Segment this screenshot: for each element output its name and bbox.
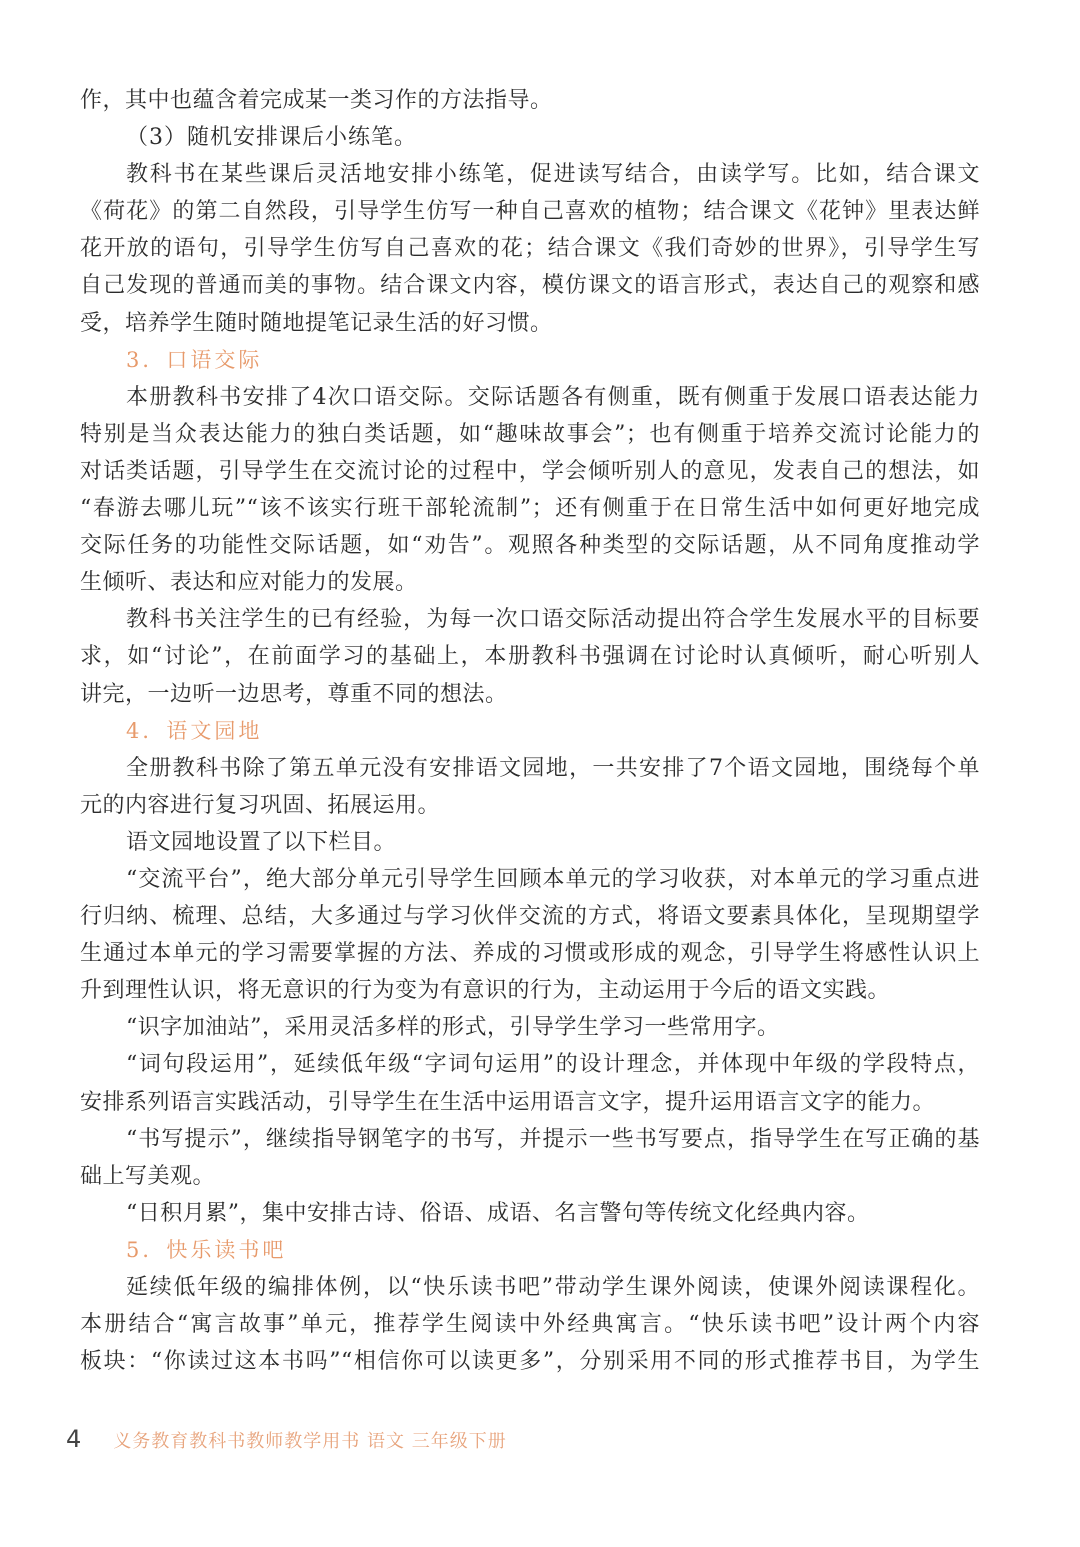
section-heading: 5．快乐读书吧 bbox=[126, 1237, 287, 1262]
text-line: 础上写美观。 bbox=[80, 1163, 216, 1189]
text-line: 生通过本单元的学习需要掌握的方法、养成的习惯或形成的观念，引导学生将感性认识上 bbox=[80, 941, 980, 967]
text-line: 对话类话题，引导学生在交流讨论的过程中，学会倾听别人的意见，发表自己的想法，如 bbox=[80, 458, 980, 484]
text-line: 讲完，一边听一边思考，尊重不同的想法。 bbox=[80, 681, 508, 707]
text-line: 全册教科书除了第五单元没有安排语文园地，一共安排了7个语文园地，围绕每个单 bbox=[126, 755, 980, 781]
text-line: 自己发现的普通而美的事物。结合课文内容，模仿课文的语言形式，表达自己的观察和感 bbox=[80, 273, 980, 299]
text-line: 求，如“讨论”，在前面学习的基础上，本册教科书强调在讨论时认真倾听，耐心听别人 bbox=[80, 644, 980, 670]
text-line: “识字加油站”，采用灵活多样的形式，引导学生学习一些常用字。 bbox=[126, 1015, 780, 1041]
text-line: 特别是当众表达能力的独白类话题，如“趣味故事会”；也有侧重于培养交流讨论能力的 bbox=[80, 421, 980, 447]
text-line: 元的内容进行复习巩固、拓展运用。 bbox=[80, 792, 441, 818]
page-footer bbox=[66, 1425, 507, 1453]
text-line: （3）随机安排课后小练笔。 bbox=[126, 125, 417, 151]
text-line: 生倾听、表达和应对能力的发展。 bbox=[80, 570, 418, 596]
text-line: 作，其中也蕴含着完成某一类习作的方法指导。 bbox=[80, 88, 553, 113]
section-heading: 3．口语交际 bbox=[126, 347, 263, 372]
text-line: 本册教科书安排了4次口语交际。交际话题各有侧重，既有侧重于发展口语表达能力 bbox=[126, 384, 980, 410]
text-line: 交际任务的功能性交际话题，如“劝告”。观照各种类型的交际话题，从不同角度推动学 bbox=[80, 533, 980, 559]
text-line: 行归纳、梳理、总结，大多通过与学习伙伴交流的方式，将语文要素具体化，呈现期望学 bbox=[80, 904, 980, 930]
text-line: “交流平台”，绝大部分单元引导学生回顾本单元的学习收获，对本单元的学习重点进 bbox=[126, 866, 980, 892]
section-heading: 4．语文园地 bbox=[126, 718, 263, 743]
text-line: 花开放的语句，引导学生仿写自己喜欢的花；结合课文《我们奇妙的世界》，引导学生写 bbox=[80, 236, 980, 262]
text-line: “词句段运用”，延续低年级“字词句运用”的设计理念，并体现中年级的学段特点， bbox=[126, 1052, 980, 1078]
text-line: “日积月累”，集中安排古诗、俗语、成语、名言警句等传统文化经典内容。 bbox=[126, 1200, 870, 1226]
text-line: 教科书关注学生的已有经验，为每一次口语交际活动提出符合学生发展水平的目标要 bbox=[126, 607, 980, 633]
text-line: 安排系列语言实践活动，引导学生在生活中运用语言文字，提升运用语言文字的能力。 bbox=[80, 1089, 936, 1115]
text-line: 受，培养学生随时随地提笔记录生活的好习惯。 bbox=[80, 310, 553, 336]
page-body bbox=[80, 82, 980, 1380]
text-line: “书写提示”，继续指导钢笔字的书写，并提示一些书写要点，指导学生在写正确的基 bbox=[126, 1126, 980, 1152]
text-line: 板块：“你读过这本书吗”“相信你可以读更多”，分别采用不同的形式推荐书目，为学生 bbox=[80, 1349, 980, 1375]
text-line: 《荷花》的第二自然段，引导学生仿写一种自己喜欢的植物；结合课文《花钟》里表达鲜 bbox=[80, 199, 980, 225]
book-title: 义务教育教科书教师教学用书 语文 三年级下册 bbox=[113, 1431, 507, 1452]
text-line: 延续低年级的编排体例，以“快乐读书吧”带动学生课外阅读，使课外阅读课程化。 bbox=[126, 1275, 980, 1300]
text-line: 本册结合“寓言故事”单元，推荐学生阅读中外经典寓言。“快乐读书吧”设计两个内容 bbox=[80, 1312, 980, 1338]
text-line: “春游去哪儿玩”“该不该实行班干部轮流制”；还有侧重于在日常生活中如何更好地完成 bbox=[80, 496, 980, 522]
text-line: 教科书在某些课后灵活地安排小练笔，促进读写结合，由读学写。比如，结合课文 bbox=[126, 162, 980, 188]
text-line: 升到理性认识，将无意识的行为变为有意识的行为，主动运用于今后的语文实践。 bbox=[80, 978, 891, 1004]
page-number: 4 bbox=[66, 1425, 82, 1453]
text-line: 语文园地设置了以下栏目。 bbox=[126, 829, 397, 855]
